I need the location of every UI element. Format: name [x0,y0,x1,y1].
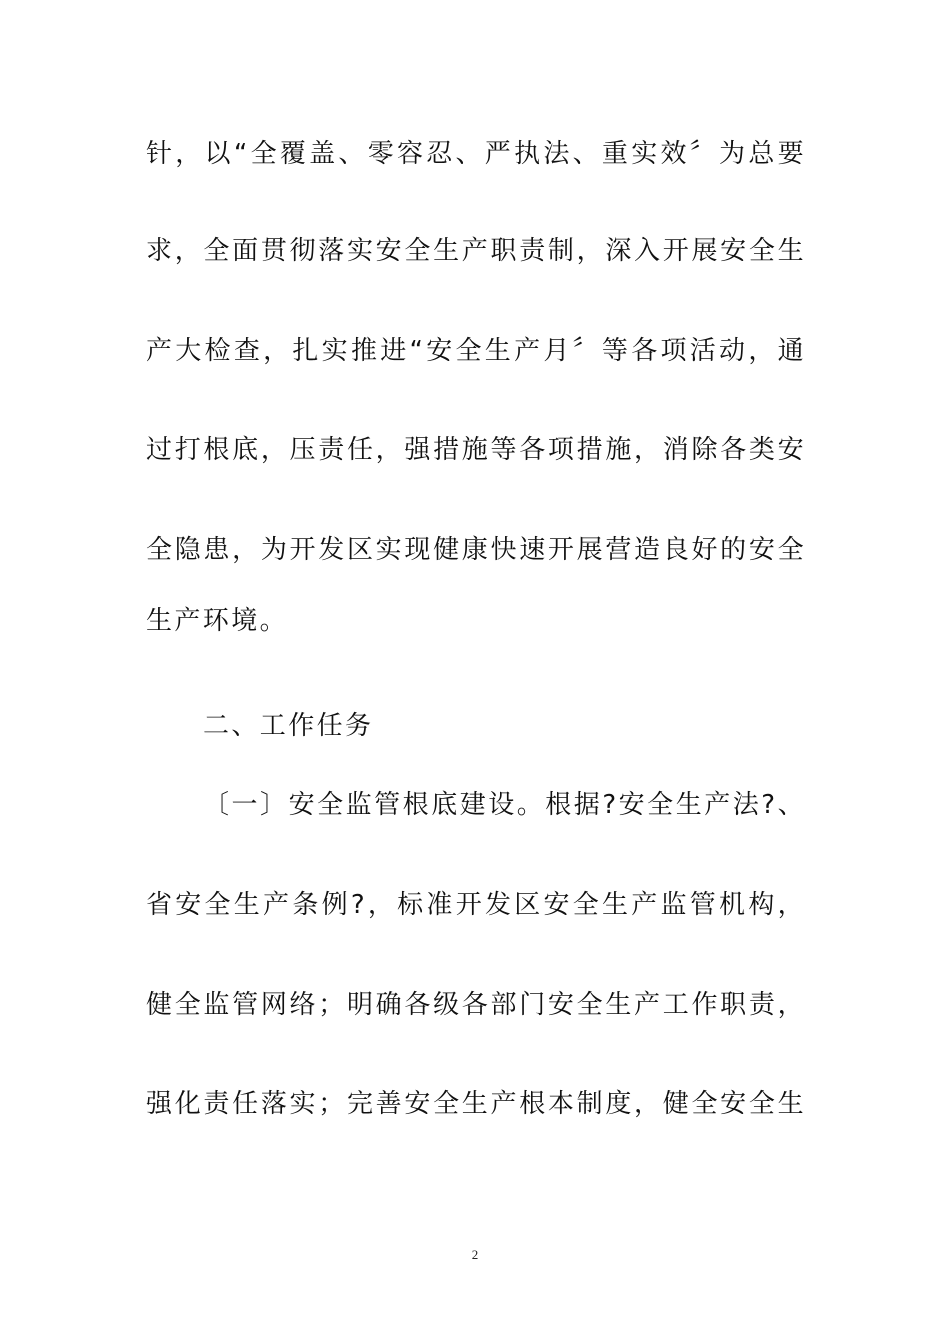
paragraph-line-3: 产大检查，扎实推进“安全生产月〞等各项活动，通 [146,336,806,366]
paragraph-line-6: 生产环境。 [146,606,289,636]
subsection-line-2: 省安全生产条例?，标准开发区安全生产监管机构， [146,890,806,920]
section-heading: 二、工作任务 [203,711,374,741]
paragraph-line-2: 求，全面贯彻落实安全生产职责制，深入开展安全生 [146,236,806,266]
subsection-line-4: 强化责任落实；完善安全生产根本制度，健全安全生 [146,1089,806,1119]
subsection-line-3: 健全监管网络；明确各级各部门安全生产工作职责， [146,990,806,1020]
paragraph-line-4: 过打根底，压责任，强措施等各项措施，消除各类安 [146,435,806,465]
page-number: 2 [471,1247,479,1262]
paragraph-line-1: 针，以“全覆盖、零容忍、严执法、重实效〞为总要 [146,139,806,169]
paragraph-line-5: 全隐患，为开发区实现健康快速开展营造良好的安全 [146,535,806,565]
subsection-line-1: 〔一〕安全监管根底建设。根据?安全生产法?、 [203,790,806,820]
